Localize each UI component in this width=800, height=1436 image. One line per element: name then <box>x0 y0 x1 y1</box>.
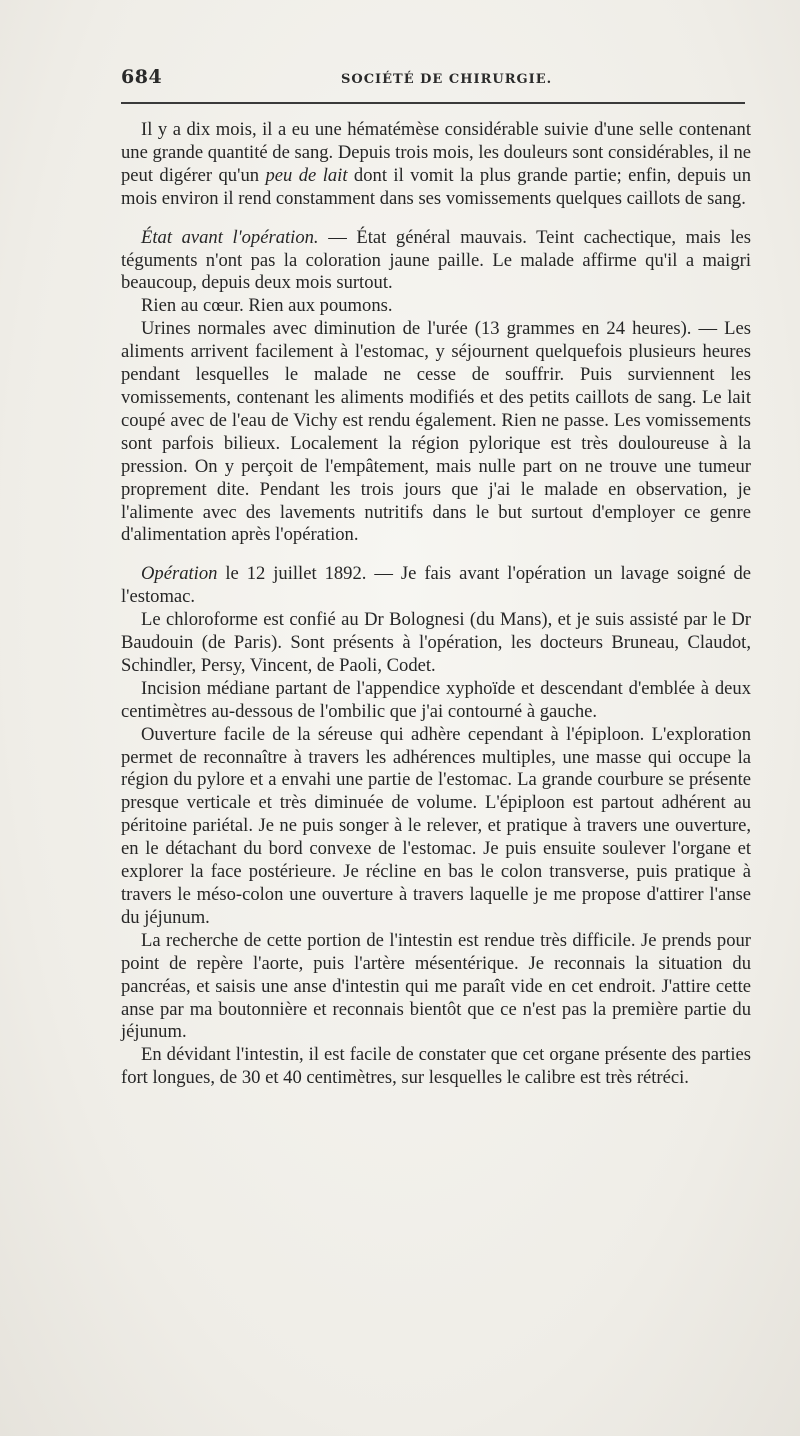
running-title: SOCIÉTÉ DE CHIRURGIE. <box>341 72 553 87</box>
header-rule <box>121 102 745 104</box>
paragraph: Il y a dix mois, il a eu une hématémèse considérable suivie d'une selle contenant une grande quantité de sang. Depuis trois mois, les douleurs sont considérables, il ne peut digérer qu'un peu de lait dont il vomit la plus grande partie; enfin, depuis un mois environ il rend constamment dans ses vomissements quelques caillots de sang. <box>121 119 751 209</box>
page-number: 684 <box>121 66 163 88</box>
section-heading: Opération <box>141 563 218 585</box>
paragraph: En dévidant l'intestin, il est facile de constater que cet organe présente des parties fort longues, de 30 et 40 centimètres, sur lesquelles le calibre est très rétréci. <box>121 1044 751 1089</box>
paragraph: Rien au cœur. Rien aux poumons. <box>141 295 393 317</box>
paragraph: Opération le 12 juillet 1892. — Je fais avant l'opération un lavage soigné de l'estomac. <box>121 563 751 608</box>
page-header <box>121 66 745 96</box>
paragraph: Ouverture facile de la séreuse qui adhère cependant à l'épiploon. L'exploration permet de reconnaître à travers les adhérences multiples, une masse qui occupe la région du pylore et a envahi une partie de l'estomac. La grande courbure se présente presque verticale et très diminuée de volume. L'épiploon est partout adhérent au péritoine pariétal. Je ne puis songer à le relever, et pratique à travers une ouverture, en le détachant du bord convexe de l'estomac. Je puis ensuite soulever l'organe et explorer la face postérieure. Je récline en bas le colon transverse, puis pratique à travers le méso-colon une ouverture à travers laquelle je me propose d'attirer l'anse du jéjunum. <box>121 723 751 928</box>
paragraph: Incision médiane partant de l'appendice xyphoïde et descendant d'emblée à deux centimètres au-dessous de l'ombilic que j'ai contourné à gauche. <box>121 677 751 722</box>
body-text <box>121 119 751 1090</box>
paragraph: Le chloroforme est confié au Dr Bolognesi (du Mans), et je suis assisté par le Dr Baudouin (de Paris). Sont présents à l'opération, les docteurs Bruneau, Claudot, Schindler, Persy, Vincent, de Paoli, Codet. <box>121 609 751 676</box>
paragraph: État avant l'opération. — État général mauvais. Teint cachectique, mais les téguments n'ont pas la coloration jaune paille. Le malade affirme qu'il a maigri beaucoup, depuis deux mois surtout. <box>121 226 751 294</box>
paragraph: Urines normales avec diminution de l'urée (13 grammes en 24 heures). — Les aliments arrivent facilement à l'estomac, y séjournent quelquefois plusieurs heures pendant lesquelles le malade ne cesse de souffrir. Puis surviennent les vomissements, contenant les aliments modifiés et des petits caillots de sang. Le lait coupé avec de l'eau de Vichy est rendu également. Rien ne passe. Les vomissements sont parfois bilieux. Localement la région pylorique est très douloureuse à la pression. On y perçoit de l'empâtement, mais nulle part on ne trouve une tumeur proprement dite. Pendant les trois jours que j'ai le malade en observation, je l'alimente avec des lavements nutritifs dans le but surtout d'employer ce genre d'alimentation après l'opération. <box>121 318 751 546</box>
paragraph: La recherche de cette portion de l'intestin est rendue très difficile. Je prends pour point de repère l'aorte, puis l'artère mésentérique. Je reconnais la situation du pancréas, et saisis une anse d'intestin qui me paraît vide en cet endroit. J'attire cette anse par ma boutonnière et reconnais bientôt que ce n'est pas la première partie du jéjunum. <box>121 929 751 1043</box>
section-heading: État avant l'opération. <box>141 226 319 248</box>
